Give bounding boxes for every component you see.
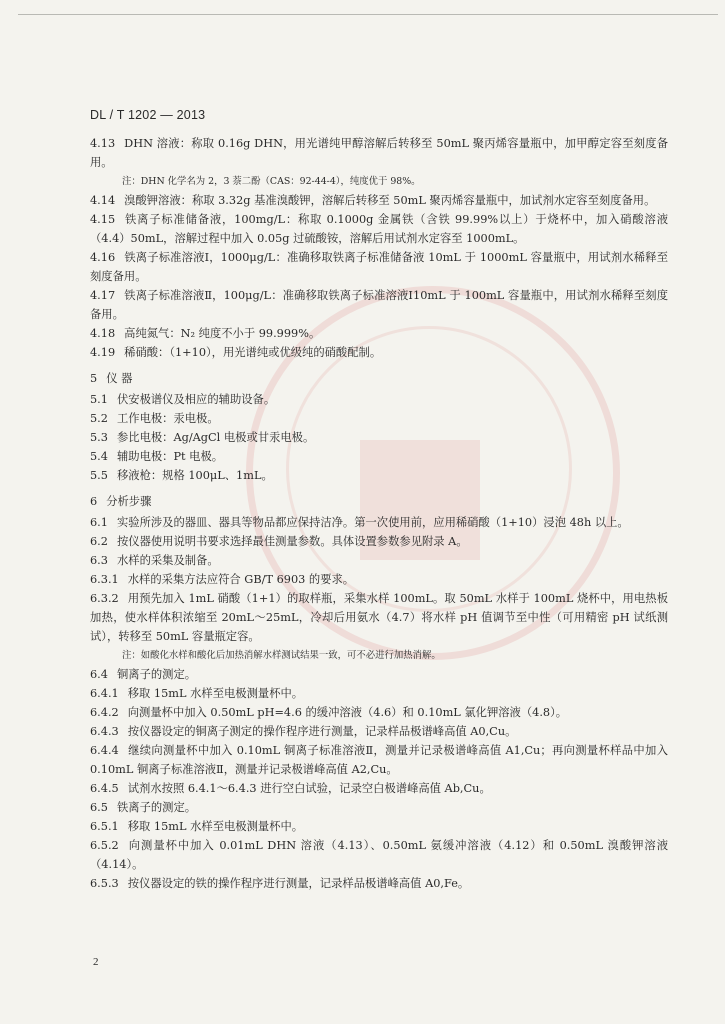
clause-number: 5.1: [90, 393, 108, 406]
clause-paragraph: [90, 741, 668, 779]
clause-text: 参比电极：Ag/AgCl 电极或甘汞电极。: [116, 431, 315, 444]
clause-text: 试剂水按照 6.4.1～6.4.3 进行空白试验，记录空白极谱峰高值 Ab,Cu。: [127, 782, 491, 795]
section-heading: [90, 369, 668, 388]
note-text: 注：DHN 化学名为 2，3 萘二酚（CAS：92-44-4），纯度优于 98%。: [122, 176, 421, 187]
clause-text: 实验所涉及的器皿、器具等物品都应保持洁净。第一次使用前，应用稀硝酸（1+10）浸泡 48h 以上。: [116, 516, 629, 529]
clause-text: 伏安极谱仪及相应的辅助设备。: [116, 393, 276, 406]
clause-paragraph: [90, 248, 668, 286]
clause-number: 4.18: [90, 327, 116, 340]
clause-text: 高纯氮气：N₂ 纯度不小于 99.999%。: [124, 327, 321, 340]
clause-number: 5.2: [90, 412, 108, 425]
clause-number: 6.5.1: [90, 820, 119, 833]
clause-number: 6.4: [90, 668, 108, 681]
clause-number: 6.4.5: [90, 782, 119, 795]
clause-text: 水样的采集方法应符合 GB/T 6903 的要求。: [127, 573, 355, 586]
clause-number: 4.14: [90, 194, 116, 207]
clause-paragraph: [90, 390, 668, 409]
clause-text: 工作电极：汞电极。: [116, 412, 219, 425]
clause-text: 向测量杯中加入 0.01mL DHN 溶液（4.13）、0.50mL 氨缓冲溶液（4.12）和 0.50mL 溴酸钾溶液（4.14）。: [90, 839, 668, 871]
clause-number: 6.5: [90, 801, 108, 814]
clause-paragraph: [90, 570, 668, 589]
clause-text: 稀硝酸：（1+10），用光谱纯或优级纯的硝酸配制。: [124, 346, 382, 359]
clause-paragraph: [90, 343, 668, 362]
clause-number: 5.3: [90, 431, 108, 444]
clause-text: 移取 15mL 水样至电极测量杯中。: [127, 687, 304, 700]
clause-number: 4.16: [90, 251, 116, 264]
clause-number: 6.2: [90, 535, 108, 548]
clause-number: 4.15: [90, 213, 116, 226]
clause-paragraph: [90, 447, 668, 466]
clause-paragraph: [90, 134, 668, 172]
clause-paragraph: [90, 466, 668, 485]
clause-paragraph: [90, 817, 668, 836]
clause-text: 铜离子的测定。: [116, 668, 197, 681]
clause-text: 溴酸钾溶液：称取 3.32g 基准溴酸钾，溶解后转移至 50mL 聚丙烯容量瓶中，加试剂水定容至刻度备用。: [124, 194, 656, 207]
clause-text: 铁离子的测定。: [116, 801, 197, 814]
clause-text: 移液枪：规格 100μL、1mL。: [116, 469, 273, 482]
clause-text: 继续向测量杯中加入 0.10mL 铜离子标准溶液Ⅱ，测量并记录极谱峰高值 A1,Cu；再向测量杯样品中加入 0.10mL 铜离子标准溶液Ⅱ，测量并记录极谱峰高值 A2,Cu。: [90, 744, 668, 776]
clause-number: 6.4.3: [90, 725, 119, 738]
clause-text: 按仪器设定的铜离子测定的操作程序进行测量，记录样品极谱峰高值 A0,Cu。: [127, 725, 517, 738]
clause-text: 按仪器使用说明书要求选择最佳测量参数。具体设置参数参见附录 A。: [116, 535, 468, 548]
clause-number: 5.4: [90, 450, 108, 463]
clause-text: 铁离子标准储备液，100mg/L：称取 0.1000g 金属铁（含铁 99.99%以上）于烧杯中，加入硝酸溶液（4.4）50mL，溶解过程中加入 0.05g 过硫酸铵，溶解后用试剂水定容至 1000mL。: [90, 213, 668, 245]
clause-number: 6: [90, 495, 98, 508]
clause-text: 铁离子标准溶液Ⅰ，1000μg/L：准确移取铁离子标准储备液 10mL 于 1000mL 容量瓶中，用试剂水稀释至刻度备用。: [90, 251, 668, 283]
clause-text: 分析步骤: [106, 495, 152, 508]
clause-text: 按仪器设定的铁的操作程序进行测量，记录样品极谱峰高值 A0,Fe。: [127, 877, 470, 890]
clause-number: 5.5: [90, 469, 108, 482]
clause-paragraph: [90, 551, 668, 570]
section-heading: [90, 492, 668, 511]
clause-paragraph: [90, 513, 668, 532]
clause-paragraph: [90, 703, 668, 722]
note-text: 注：如酸化水样和酸化后加热消解水样测试结果一致，可不必进行加热消解。: [122, 650, 441, 661]
clause-paragraph: [90, 589, 668, 646]
clause-paragraph: [90, 874, 668, 893]
clause-number: 4.13: [90, 137, 116, 150]
clause-number: 6.4.1: [90, 687, 119, 700]
clause-number: 6.4.4: [90, 744, 119, 757]
clause-number: 4.19: [90, 346, 116, 359]
clause-text: 用预先加入 1mL 硝酸（1+1）的取样瓶，采集水样 100mL。取 50mL 水样于 100mL 烧杯中，用电热板加热，使水样体积浓缩至 20mL～25mL，冷却后用氨水（4.7）将水样 pH 值调节至中性（可用精密 pH 试纸测试），转移至 50mL 容量瓶定容。: [90, 592, 668, 643]
clause-paragraph: [90, 532, 668, 551]
clause-paragraph: [90, 779, 668, 798]
clause-number: 5: [90, 372, 98, 385]
clause-text: 移取 15mL 水样至电极测量杯中。: [127, 820, 304, 833]
clause-paragraph: [90, 210, 668, 248]
clause-text: 向测量杯中加入 0.50mL pH=4.6 的缓冲溶液（4.6）和 0.10mL 氯化钾溶液（4.8）。: [127, 706, 568, 719]
clause-number: 6.3.2: [90, 592, 119, 605]
document-body: [90, 134, 668, 893]
clause-number: 6.1: [90, 516, 108, 529]
page-number: 2: [93, 956, 99, 968]
standard-code-header: DL / T 1202 — 2013: [90, 108, 206, 122]
clause-text: DHN 溶液：称取 0.16g DHN，用光谱纯甲醇溶解后转移至 50mL 聚丙烯容量瓶中，加甲醇定容至刻度备用。: [90, 137, 668, 169]
clause-number: 6.3.1: [90, 573, 119, 586]
clause-paragraph: [90, 665, 668, 684]
clause-paragraph: [90, 836, 668, 874]
clause-number: 4.17: [90, 289, 116, 302]
clause-paragraph: [90, 428, 668, 447]
clause-number: 6.3: [90, 554, 108, 567]
clause-text: 仪 器: [106, 372, 133, 385]
clause-number: 6.5.3: [90, 877, 119, 890]
clause-text: 辅助电极：Pt 电极。: [116, 450, 224, 463]
clause-paragraph: [90, 722, 668, 741]
clause-paragraph: [90, 798, 668, 817]
clause-number: 6.4.2: [90, 706, 119, 719]
clause-paragraph: [90, 191, 668, 210]
clause-number: 6.5.2: [90, 839, 119, 852]
clause-paragraph: [90, 684, 668, 703]
clause-text: 水样的采集及制备。: [116, 554, 219, 567]
clause-paragraph: [90, 324, 668, 343]
clause-paragraph: [90, 409, 668, 428]
clause-paragraph: [90, 286, 668, 324]
clause-text: 铁离子标准溶液Ⅱ，100μg/L：准确移取铁离子标准溶液Ⅰ10mL 于 100mL 容量瓶中，用试剂水稀释至刻度备用。: [90, 289, 668, 321]
scan-edge-line: [18, 14, 718, 15]
